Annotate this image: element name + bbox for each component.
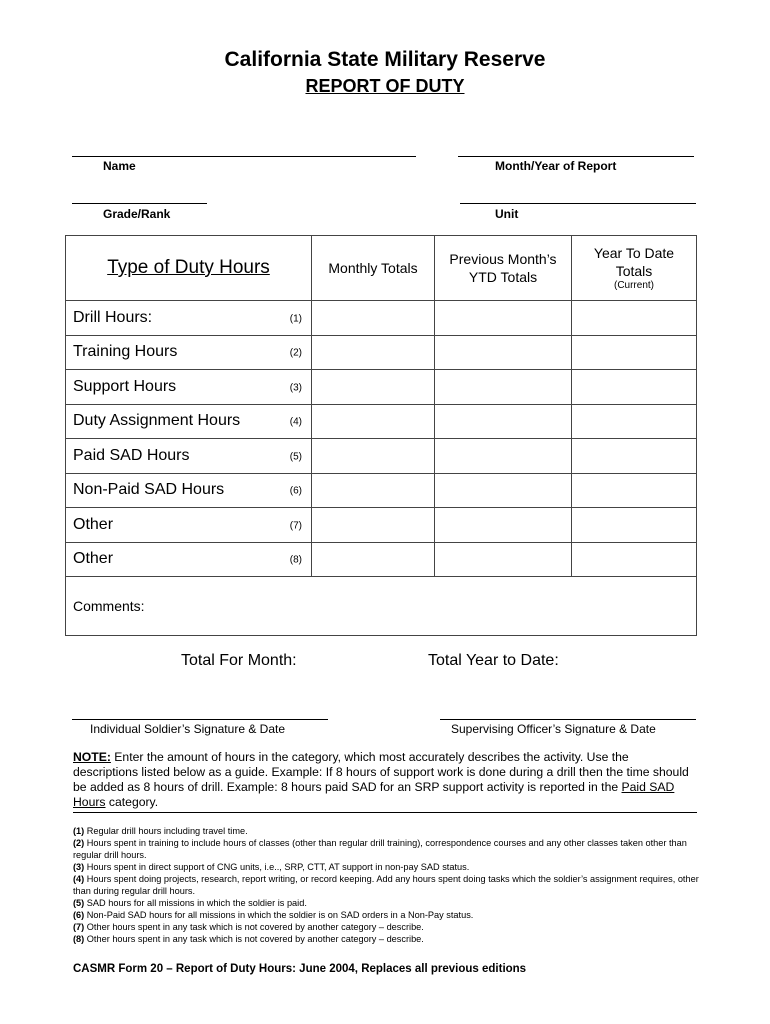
list-item: [73, 873, 703, 897]
monthly-input-cell[interactable]: [312, 542, 435, 577]
definition-text: SAD hours for all missions in which the soldier is paid.: [84, 898, 307, 908]
monthly-input-cell[interactable]: [312, 370, 435, 405]
table-row: [66, 404, 697, 439]
ytd-input-cell[interactable]: [572, 404, 697, 439]
table-row: [66, 335, 697, 370]
comments-row: [66, 577, 697, 636]
definition-number: (6): [73, 910, 85, 920]
previous-input-cell[interactable]: [435, 335, 572, 370]
previous-input-cell[interactable]: [435, 473, 572, 508]
monthly-input-cell[interactable]: [312, 508, 435, 543]
total-for-month-label: Total For Month:: [181, 652, 297, 669]
table-row: [66, 301, 697, 336]
table-row: [66, 439, 697, 474]
row-label: Non-Paid SAD Hours: [73, 481, 225, 499]
header-ytd-current: (Current): [613, 280, 654, 291]
row-label: Training Hours: [73, 343, 178, 361]
unit-field-line[interactable]: [460, 203, 696, 204]
list-item: [73, 837, 703, 861]
definition-number: (5): [73, 898, 85, 908]
row-number: (2): [289, 347, 302, 359]
row-label: Support Hours: [73, 377, 177, 395]
previous-input-cell[interactable]: [435, 439, 572, 474]
unit-label: Unit: [495, 207, 519, 221]
row-number: (3): [289, 382, 302, 394]
row-number: (7): [289, 520, 302, 532]
name-field-line[interactable]: [72, 156, 416, 157]
definition-number: (3): [73, 862, 85, 872]
table-row: [66, 473, 697, 508]
monthly-input-cell[interactable]: [312, 473, 435, 508]
note-paragraph: [73, 750, 693, 810]
ytd-input-cell[interactable]: [572, 473, 697, 508]
previous-input-cell[interactable]: [435, 542, 572, 577]
row-label-cell: [66, 404, 312, 439]
list-item: [73, 897, 703, 909]
form-subtitle: REPORT OF DUTY: [305, 76, 465, 96]
table-row: [66, 508, 697, 543]
row-label: Drill Hours:: [73, 308, 153, 326]
row-label-cell: [66, 473, 312, 508]
note-divider: [73, 812, 697, 813]
grade-label: Grade/Rank: [103, 207, 171, 221]
duty-hours-table: [65, 235, 697, 636]
row-label-cell: [66, 335, 312, 370]
header-previous-line2: YTD Totals: [468, 269, 538, 285]
definition-text: Hours spent in direct support of CNG units, i.e.., SRP, CTT, AT support in non-pay SAD status.: [84, 862, 470, 872]
ytd-input-cell[interactable]: [572, 439, 697, 474]
header-ytd: [572, 236, 697, 301]
ytd-input-cell[interactable]: [572, 335, 697, 370]
form-title: California State Military Reserve: [224, 48, 546, 71]
monthly-input-cell[interactable]: [312, 335, 435, 370]
name-label: Name: [103, 159, 136, 173]
row-label-cell: [66, 370, 312, 405]
header-monthly: Monthly Totals: [312, 236, 435, 301]
note-tail: category.: [105, 795, 159, 809]
row-number: (5): [289, 451, 302, 463]
row-number: (4): [289, 416, 302, 428]
header-type: [66, 236, 312, 301]
form-footer: CASMR Form 20 – Report of Duty Hours: June 2004, Replaces all previous editions: [73, 963, 527, 975]
definition-number: (2): [73, 838, 85, 848]
header-type-label: Type of Duty Hours: [107, 257, 270, 278]
row-label-cell: [66, 542, 312, 577]
definition-number: (7): [73, 922, 85, 932]
row-number: (8): [289, 554, 302, 566]
grade-field-line[interactable]: [72, 203, 207, 204]
row-label: Other: [73, 550, 114, 568]
comments-label: Comments:: [73, 598, 145, 614]
list-item: [73, 909, 703, 921]
table-header-row: [66, 236, 697, 301]
note-label: NOTE:: [73, 750, 111, 764]
list-item: [73, 921, 703, 933]
table-row: [66, 542, 697, 577]
officer-signature-line[interactable]: [440, 719, 696, 720]
definition-text: Hours spent in training to include hours of classes (other than regular drill training), correspondence courses and any other classes taken other than regular drill hours.: [73, 838, 687, 860]
ytd-input-cell[interactable]: [572, 301, 697, 336]
note-category-link: Paid SAD Hours: [73, 780, 675, 809]
row-label-cell: [66, 508, 312, 543]
note-text: Enter the amount of hours in the category, which most accurately describes the activity. Use the descriptions listed below as a guide. Example: If 8 hours of support work is done during a drill then the time should be added as 8 hours of drill. Example: 8 hours paid SAD for an SRP support activity is reported in the: [73, 750, 689, 794]
header-ytd-line2: Totals: [615, 263, 653, 279]
comments-field[interactable]: [66, 577, 697, 636]
month-year-label: Month/Year of Report: [495, 159, 617, 173]
row-number: (1): [289, 313, 302, 325]
header-previous-line1: Previous Month’s: [449, 251, 557, 267]
definition-text: Non-Paid SAD hours for all missions in which the soldier is on SAD orders in a Non-Pay status.: [84, 910, 474, 920]
definition-number: (8): [73, 934, 85, 944]
total-year-to-date-label: Total Year to Date:: [428, 652, 559, 669]
list-item: [73, 861, 703, 873]
ytd-input-cell[interactable]: [572, 508, 697, 543]
previous-input-cell[interactable]: [435, 508, 572, 543]
monthly-input-cell[interactable]: [312, 301, 435, 336]
list-item: [73, 933, 703, 945]
ytd-input-cell[interactable]: [572, 542, 697, 577]
definition-text: Other hours spent in any task which is not covered by another category – describe.: [84, 934, 424, 944]
previous-input-cell[interactable]: [435, 404, 572, 439]
row-label-cell: [66, 439, 312, 474]
officer-signature-label: Supervising Officer’s Signature & Date: [451, 722, 656, 736]
previous-input-cell[interactable]: [435, 301, 572, 336]
definition-text: Hours spent doing projects, research, report writing, or record keeping. Add any hours spent doing tasks which the soldier’s assignment requires, other than during regular drill hours.: [73, 874, 699, 896]
header-ytd-line1: Year To Date: [593, 245, 675, 261]
previous-input-cell[interactable]: [435, 370, 572, 405]
row-number: (6): [289, 485, 302, 497]
monthly-input-cell[interactable]: [312, 404, 435, 439]
soldier-signature-label: Individual Soldier’s Signature & Date: [90, 722, 286, 736]
row-label-cell: [66, 301, 312, 336]
definition-number: (1): [73, 826, 85, 836]
row-label: Duty Assignment Hours: [73, 412, 241, 430]
header-previous: [435, 236, 572, 301]
definition-text: Regular drill hours including travel time.: [84, 826, 248, 836]
list-item: [73, 825, 703, 837]
ytd-input-cell[interactable]: [572, 370, 697, 405]
definition-text: Other hours spent in any task which is not covered by another category – describe.: [84, 922, 424, 932]
monthly-input-cell[interactable]: [312, 439, 435, 474]
month-year-field-line[interactable]: [458, 156, 694, 157]
row-label: Other: [73, 515, 114, 533]
definition-number: (4): [73, 874, 85, 884]
table-row: [66, 370, 697, 405]
row-label: Paid SAD Hours: [73, 446, 190, 464]
definitions-list: [73, 825, 703, 945]
soldier-signature-line[interactable]: [72, 719, 328, 720]
